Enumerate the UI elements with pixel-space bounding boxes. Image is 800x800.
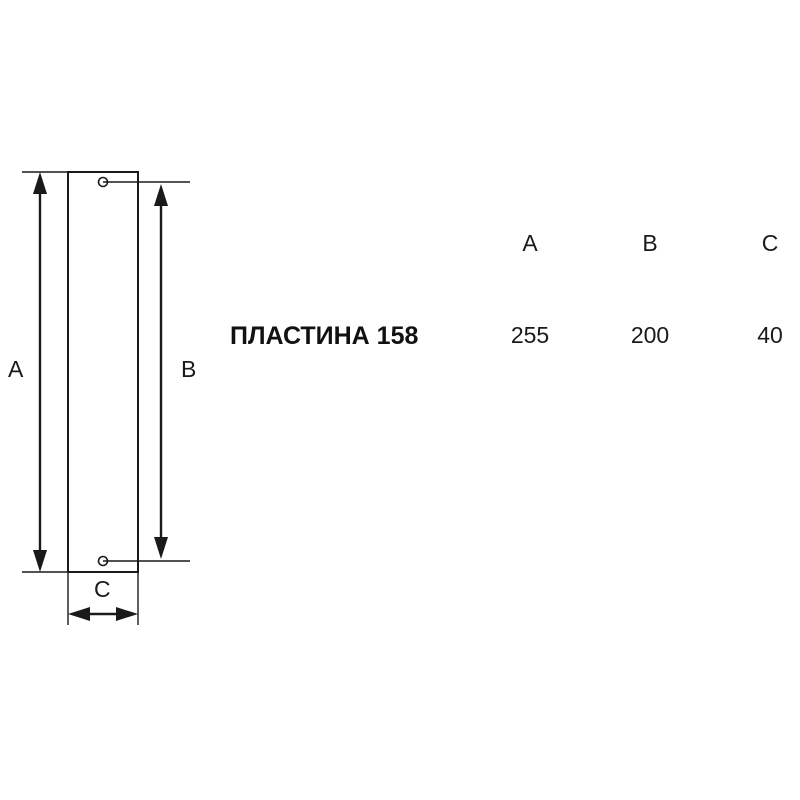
table-header-row	[230, 230, 800, 270]
dimension-b	[154, 184, 168, 559]
dimension-c	[68, 607, 138, 621]
dimension-label-a: A	[8, 356, 24, 382]
table-row	[230, 322, 800, 362]
dimension-label-b: B	[181, 356, 197, 382]
cell-product-name: ПЛАСТИНА 158	[230, 322, 419, 350]
cell-value-c: 40	[757, 322, 783, 348]
dimension-label-c: C	[94, 576, 111, 602]
plate-outline	[68, 172, 138, 572]
header-cell-c: C	[761, 230, 779, 256]
dimension-a	[33, 172, 47, 572]
cell-value-a: 255	[510, 322, 550, 348]
cell-value-b: 200	[630, 322, 670, 348]
header-cell-b: B	[642, 230, 658, 256]
header-cell-a: A	[522, 230, 538, 256]
specification-table	[230, 230, 800, 362]
